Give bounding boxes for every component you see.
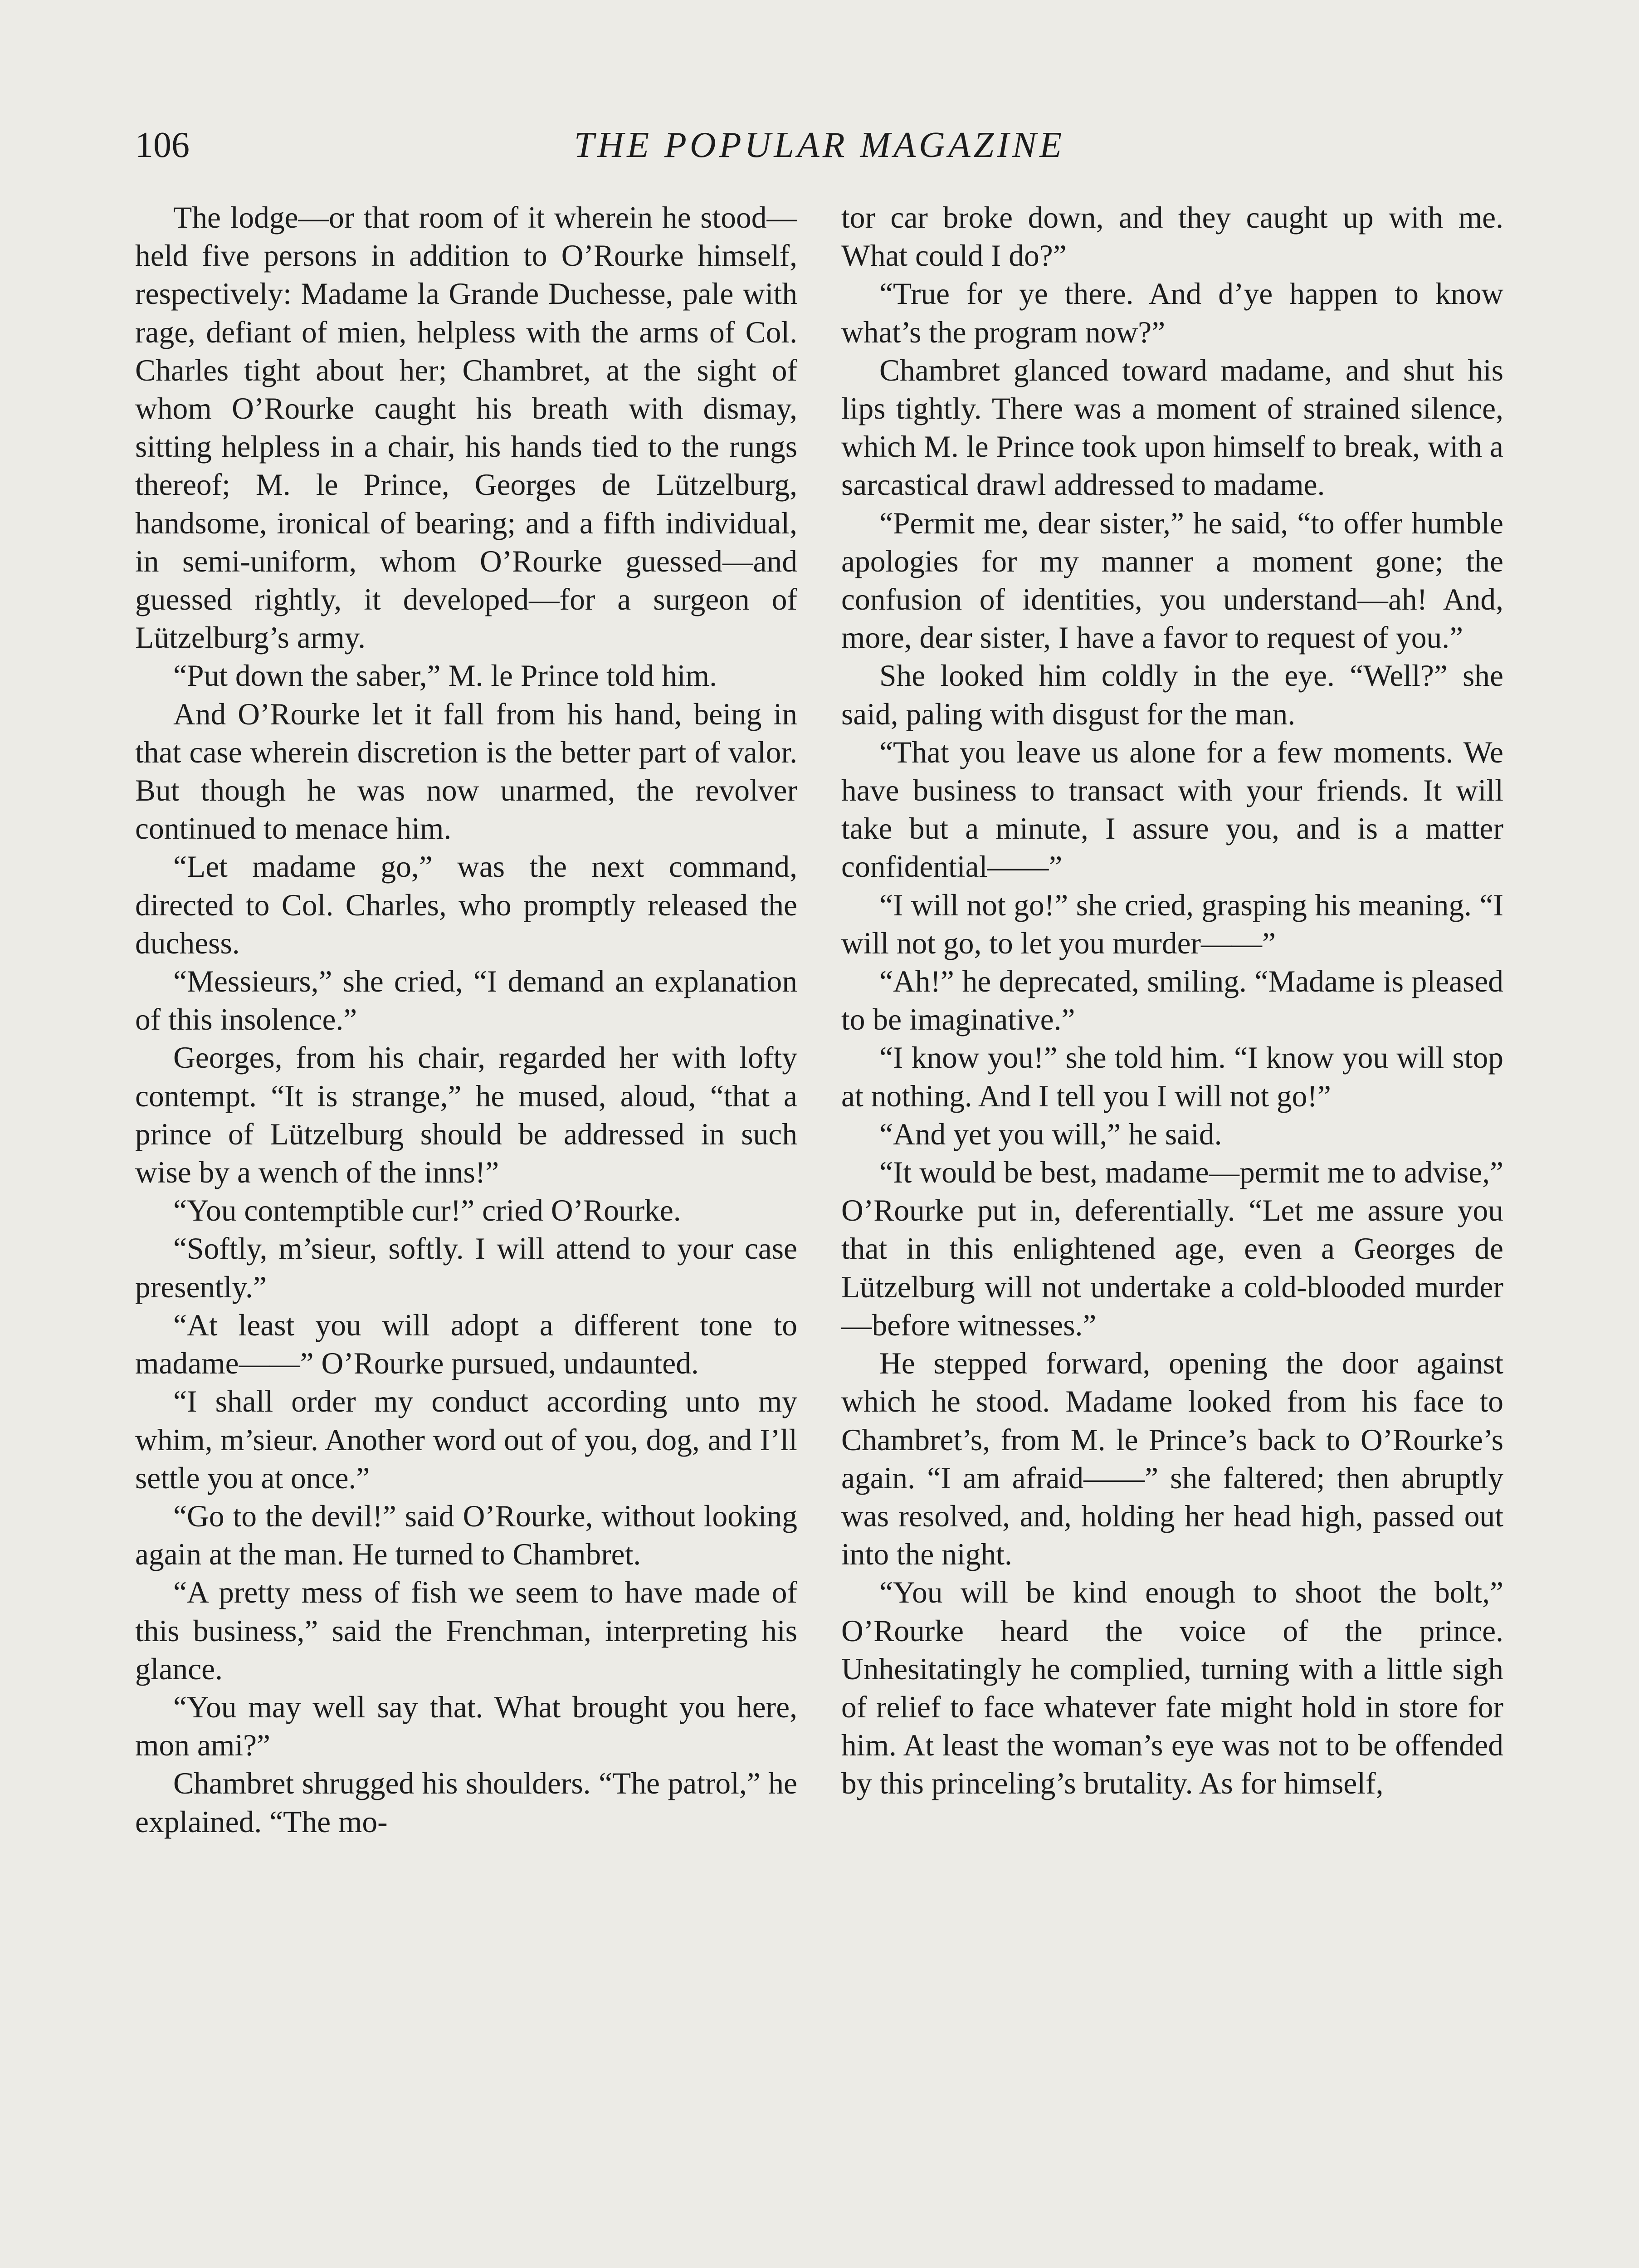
paragraph: Chambret shrugged his shoulders. “The patrol,” he explained. “The mo- — [135, 1766, 797, 1839]
paragraph: “A pretty mess of fish we seem to have made of this business,” said the Frenchman, interpreting his glance. — [135, 1575, 797, 1686]
paragraph: “You will be kind enough to shoot the bolt,” O’Rourke heard the voice of the prince. Unhesitatingly he complied, turning with a little sigh of relief to face whatever fate might hold in store for him. At least the woman’s eye was not to be offended by this princeling’s brutality. As for himself, — [841, 1575, 1503, 1801]
paragraph: “That you leave us alone for a few moments. We have business to transact with your friends. It will take but a minute, I assure you, and is a matter confidential——” — [841, 735, 1503, 884]
paragraph-continued: tor car broke down, and they caught up with me. What could I do?” — [841, 200, 1503, 273]
running-title: THE POPULAR MAGAZINE — [574, 125, 1065, 165]
paragraph: “Let madame go,” was the next command, directed to Col. Charles, who promptly released the duchess. — [135, 850, 797, 960]
paragraph: Chambret glanced toward madame, and shut his lips tightly. There was a moment of strained silence, which M. le Prince took upon himself to break, with a sarcastical drawl addressed to madame. — [841, 353, 1503, 502]
paragraph: “Messieurs,” she cried, “I demand an explanation of this insolence.” — [135, 964, 797, 1037]
paragraph: “And yet you will,” he said. — [879, 1117, 1222, 1151]
right-column — [841, 199, 1503, 2268]
paragraph: Georges, from his chair, regarded her with lofty contempt. “It is strange,” he mused, aloud, “that a prince of Lützelburg should be addressed in such wise by a wench of the inns!” — [135, 1041, 797, 1190]
page-header — [0, 113, 1639, 177]
paragraph: He stepped forward, opening the door against which he stood. Madame looked from his face to Chambret’s, from M. le Prince’s back to O’Rourke’s again. “I am afraid——” she faltered; then abruptly was resolved, and, holding her head high, passed out into the night. — [841, 1346, 1503, 1572]
paragraph: She looked him coldly in the eye. “Well?” she said, paling with disgust for the man. — [841, 659, 1503, 731]
left-column — [135, 199, 797, 2268]
paragraph: “Put down the saber,” M. le Prince told him. — [173, 659, 717, 693]
paragraph: “Go to the devil!” said O’Rourke, without looking again at the man. He turned to Chambret. — [135, 1499, 797, 1572]
paragraph: “Ah!” he deprecated, smiling. “Madame is pleased to be imaginative.” — [841, 964, 1503, 1037]
page-number: 106 — [135, 125, 190, 165]
paragraph: “I shall order my conduct according unto my whim, m’sieur. Another word out of you, dog, and I’ll settle you at once.” — [135, 1384, 797, 1495]
paragraph: And O’Rourke let it fall from his hand, being in that case wherein discretion is the better part of valor. But though he was now unarmed, the revolver continued to menace him. — [135, 697, 797, 846]
paragraph: The lodge—or that room of it wherein he stood—held five persons in addition to O’Rourke himself, respectively: Madame la Grande Duchesse, pale with rage, defiant of mien, helpless with the arms of Col. Charles tight about her; Chambret, at the sight of whom O’Rourke caught his breath with dismay, sitting helpless in a chair, his hands tied to the rungs thereof; M. le Prince, Georges de Lützelburg, handsome, ironical of bearing; and a fifth individual, in semi-uniform, whom O’Rourke guessed—and guessed rightly, it developed—for a surgeon of Lützelburg’s army. — [135, 200, 797, 655]
paragraph: “It would be best, madame—permit me to advise,” O’Rourke put in, deferentially. “Let me assure you that in this enlightened age, even a Georges de Lützelburg will not undertake a cold-blooded murder—before witnesses.” — [841, 1155, 1503, 1342]
paragraph: “I will not go!” she cried, grasping his meaning. “I will not go, to let you murder——” — [841, 888, 1503, 960]
paragraph: “At least you will adopt a different tone to madame——” O’Rourke pursued, undaunted. — [135, 1308, 797, 1381]
paragraph: “True for ye there. And d’ye happen to know what’s the program now?” — [841, 277, 1503, 349]
paragraph: “You contemptible cur!” cried O’Rourke. — [173, 1193, 681, 1228]
paragraph: “Permit me, dear sister,” he said, “to offer humble apologies for my manner a moment gone; the confusion of identities, you understand—ah! And, more, dear sister, I have a favor to request of you.” — [841, 506, 1503, 655]
paragraph: “Softly, m’sieur, softly. I will attend to your case presently.” — [135, 1232, 797, 1304]
paragraph: “You may well say that. What brought you here, mon ami?” — [135, 1690, 797, 1763]
paragraph: “I know you!” she told him. “I know you will stop at nothing. And I tell you I will not go!” — [841, 1041, 1503, 1113]
